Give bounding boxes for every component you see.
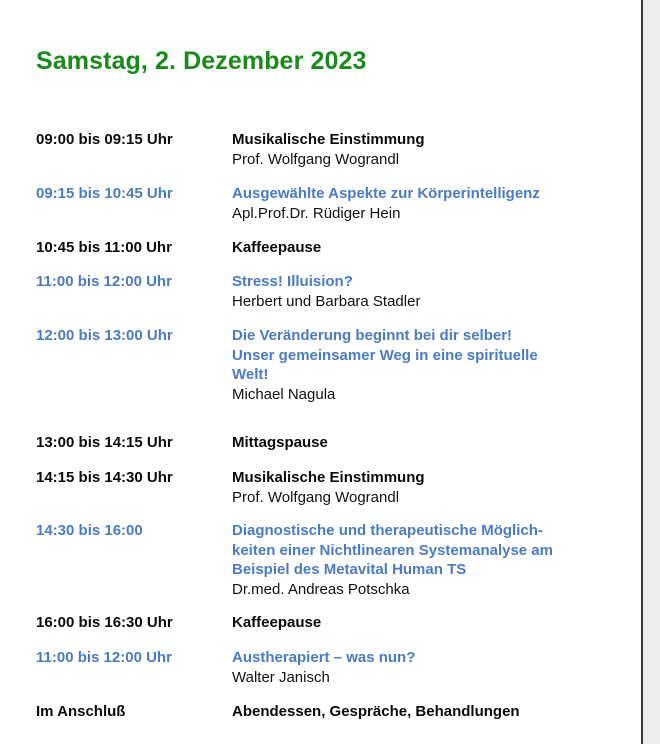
session-topic-line: Unser gemeinsamer Weg in eine spirituelle (232, 346, 538, 364)
time-slot: 11:00 bis 12:00 Uhr (36, 273, 172, 290)
time-slot: Im Anschluß (36, 703, 126, 720)
session-info (232, 238, 602, 258)
time-slot: 09:15 bis 10:45 Uhr (36, 185, 173, 202)
session-info (232, 702, 602, 722)
session-speaker: Apl.Prof.Dr. Rüdiger Hein (232, 204, 401, 222)
session-topic-line: Die Veränderung beginnt bei dir selber! (232, 327, 513, 344)
session-topic (232, 702, 602, 722)
session-info (232, 613, 602, 633)
time-slot: 12:00 bis 13:00 Uhr (36, 327, 173, 344)
session-topic-line: Stress! Illuision? (232, 273, 353, 290)
session-topic (232, 272, 602, 292)
session-speaker: Herbert und Barbara Stadler (232, 292, 421, 310)
session-info (232, 326, 602, 404)
session-topic-line: Mittagspause (232, 434, 328, 451)
session-topic (232, 648, 602, 668)
session-topic (232, 184, 602, 204)
session-speaker: Dr.med. Andreas Potschka (232, 580, 410, 598)
session-info (232, 130, 602, 169)
session-info (232, 272, 602, 311)
time-slot: 09:00 bis 09:15 Uhr (36, 131, 173, 148)
session-info (232, 521, 602, 599)
session-topic (232, 130, 602, 150)
time-slot: 14:15 bis 14:30 Uhr (36, 469, 173, 486)
session-topic-line: Musikalische Einstimmung (232, 131, 425, 148)
session-topic-line: Abendessen, Gespräche, Behandlungen (232, 703, 520, 720)
time-slot: 10:45 bis 11:00 Uhr (36, 239, 172, 256)
session-info (232, 433, 602, 453)
page-edge-border (641, 0, 660, 744)
page-title: Samstag, 2. Dezember 2023 (36, 47, 367, 75)
session-speaker: Walter Janisch (232, 668, 330, 686)
time-slot: 13:00 bis 14:15 Uhr (36, 434, 173, 451)
session-topic (232, 468, 602, 488)
session-speaker: Prof. Wolfgang Wograndl (232, 488, 400, 506)
session-topic-line: keiten einer Nichtlinearen Systemanalyse am (232, 541, 553, 559)
session-topic-line: Welt! (232, 366, 269, 383)
session-topic (232, 613, 602, 633)
session-topic (232, 433, 602, 453)
time-slot: 14:30 bis 16:00 (36, 522, 143, 539)
session-info (232, 648, 602, 687)
session-topic (232, 326, 602, 385)
session-topic-line: Diagnostische und therapeutische Möglich- (232, 522, 543, 539)
session-topic-line: Ausgewählte Aspekte zur Körperintelligenz (232, 185, 540, 202)
session-info (232, 468, 602, 507)
session-topic-line: Kaffeepause (232, 614, 322, 631)
session-topic (232, 521, 602, 580)
session-topic-line: Kaffeepause (232, 239, 322, 256)
session-topic-line: Austherapiert – was nun? (232, 649, 416, 666)
session-topic (232, 238, 602, 258)
session-topic-line: Beispiel des Metavital Human TS (232, 561, 467, 578)
session-speaker: Prof. Wolfgang Wograndl (232, 150, 400, 168)
time-slot: 11:00 bis 12:00 Uhr (36, 649, 172, 666)
time-slot: 16:00 bis 16:30 Uhr (36, 614, 173, 631)
session-info (232, 184, 602, 223)
session-topic-line: Musikalische Einstimmung (232, 469, 425, 486)
session-speaker: Michael Nagula (232, 385, 336, 403)
